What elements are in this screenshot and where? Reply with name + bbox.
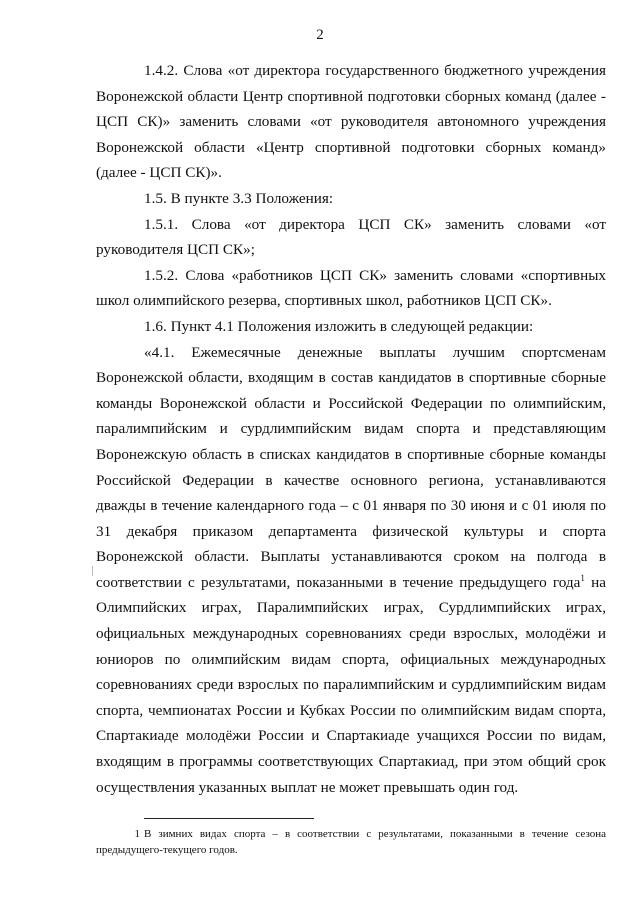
body-text	[96, 58, 606, 800]
footnote-separator	[144, 818, 314, 819]
page-number: 2	[316, 27, 324, 43]
paragraph-1-4-2: 1.4.2. Слова «от директора государственного бюджетного учреждения Воронежской области Центр спортивной подготовки сборных команд (далее - ЦСП СК)» заменить словами «от руководителя автономного учреждения Воронежской области «Центр спортивной подготовки сборных команд» (далее - ЦСП СК)».	[96, 62, 606, 182]
margin-mark	[92, 566, 93, 576]
quoted-text-part-1: «4.1. Ежемесячные денежные выплаты лучшим спортсменам Воронежской области, входящим в состав кандидатов в спортивные сборные команды Воронежской области и Российской Федерации по олимпийским, паралимпийским и сурдлимпийским видам спорта и представляющим Воронежскую область в списках кандидатов в спортивные сборные команды Российской Федерации в качестве основного региона, устанавливаются дважды в течение календарного года – с 01 января по 30 июня и с 01 июля по 31 декабря приказом департамента физической культуры и спорта Воронежской области. Выплаты устанавливаются сроком на полгода в соответствии с результатами, показанными в течение предыдущего года	[96, 343, 606, 591]
footnote-text: В зимних видах спорта – в соответствии с результатами, показанными в течение сезона предыдущего-текущего годов.	[96, 828, 606, 856]
paragraph-1-5-1: 1.5.1. Слова «от директора ЦСП СК» заменить словами «от руководителя ЦСП СК»;	[96, 215, 606, 259]
footnote	[96, 826, 606, 858]
paragraph-1-5: 1.5. В пункте 3.3 Положения:	[144, 189, 334, 207]
footnote-reference: 1	[580, 572, 585, 583]
paragraph-1-5-2: 1.5.2. Слова «работников ЦСП СК» заменить словами «спортивных школ олимпийского резерва, спортивных школ, работников ЦСП СК».	[96, 266, 606, 310]
footnote-mark: 1	[134, 828, 140, 840]
paragraph-1-6: 1.6. Пункт 4.1 Положения изложить в следующей редакции:	[144, 317, 534, 335]
paragraph-4-1-quoted	[96, 340, 606, 801]
quoted-text-part-2: на Олимпийских играх, Паралимпийских играх, Сурдлимпийских играх, официальных международных соревнованиях среди взрослых, молодёжи и юниоров по олимпийским видам спорта, официальных международных соревнованиях среди взрослых по паралимпийским и сурдлимпийским видам спорта, чемпионатах России и Кубках России по олимпийским видам спорта, Спартакиаде молодёжи России и Спартакиаде учащихся России по видам, входящим в программы соответствующих Спартакиад, при этом общий срок осуществления указанных выплат не может превышать один год.	[96, 573, 606, 796]
